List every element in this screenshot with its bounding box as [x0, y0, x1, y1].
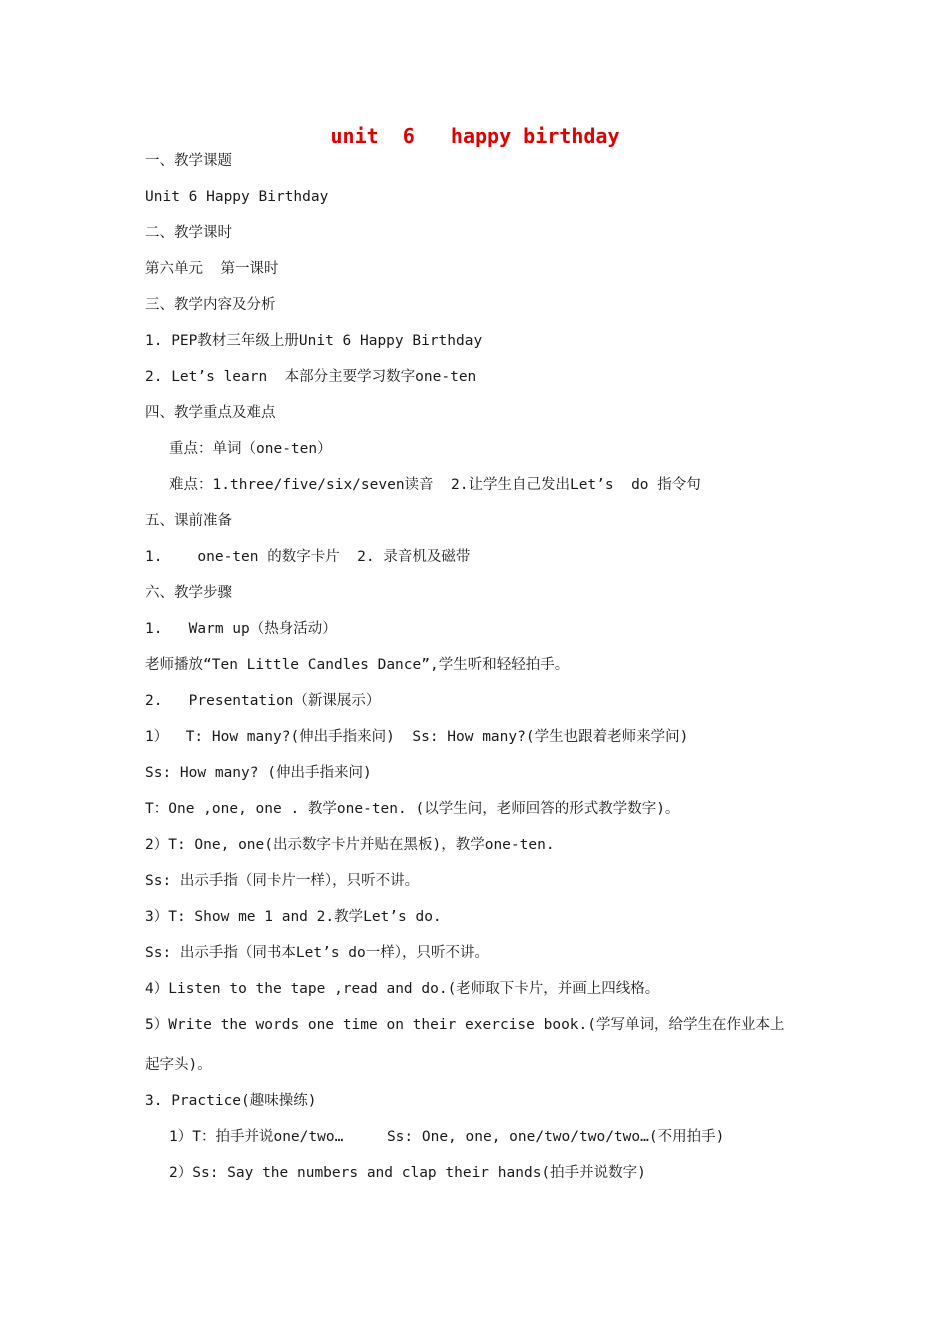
section-heading-6: 六、教学步骤 — [145, 585, 232, 601]
section-heading-1: 一、教学课题 — [145, 153, 232, 169]
paragraph: 1. Warm up（热身活动） — [145, 621, 337, 637]
section-heading-5: 五、课前准备 — [145, 513, 232, 529]
paragraph: 4）Listen to the tape ,read and do.(老师取下卡片，并画上四线格。 — [145, 981, 660, 997]
paragraph: 2）Ss: Say the numbers and clap their hands(拍手并说数字) — [169, 1165, 646, 1181]
section-heading-2: 二、教学课时 — [145, 225, 232, 241]
paragraph: 难点：1.three/five/six/seven读音 2.让学生自己发出Let’s do 指令句 — [169, 477, 701, 493]
document-title: unit 6 happy birthday — [330, 124, 620, 148]
paragraph: 起字头)。 — [145, 1057, 212, 1073]
paragraph: Ss: 出示手指（同卡片一样），只听不讲。 — [145, 873, 420, 889]
paragraph: 5）Write the words one time on their exercise book.(学写单词，给学生在作业本上 — [145, 1017, 785, 1033]
paragraph: 重点：单词（one-ten） — [169, 441, 332, 457]
section-heading-3: 三、教学内容及分析 — [145, 297, 276, 313]
paragraph: 2）T: One, one(出示数字卡片并贴在黑板)，教学one-ten. — [145, 837, 555, 853]
paragraph: Unit 6 Happy Birthday — [145, 189, 329, 205]
section-heading-4: 四、教学重点及难点 — [145, 405, 276, 421]
paragraph: 3. Practice(趣味操练) — [145, 1093, 317, 1109]
paragraph: 1）T：拍手并说one/two… Ss: One, one, one/two/two/two…(不用拍手) — [169, 1129, 725, 1145]
paragraph: Ss: 出示手指（同书本Let’s do一样），只听不讲。 — [145, 945, 490, 961]
paragraph: 老师播放“Ten Little Candles Dance”,学生听和轻轻拍手。 — [145, 657, 570, 673]
paragraph: 1. PEP教材三年级上册Unit 6 Happy Birthday — [145, 333, 483, 349]
paragraph: 2. Presentation（新课展示） — [145, 693, 381, 709]
paragraph: 3）T: Show me 1 and 2.教学Let’s do. — [145, 909, 442, 925]
paragraph: 2. Let’s learn 本部分主要学习数字one-ten — [145, 369, 477, 385]
paragraph: 第六单元 第一课时 — [145, 261, 279, 277]
paragraph: 1. one-ten 的数字卡片 2. 录音机及磁带 — [145, 549, 471, 565]
paragraph: Ss: How many? (伸出手指来问) — [145, 765, 372, 781]
paragraph: T：One ,one, one . 教学one-ten. (以学生问，老师回答的形式教学数字)。 — [145, 801, 680, 817]
paragraph: 1） T: How many?(伸出手指来问) Ss: How many?(学生也跟着老师来学问) — [145, 729, 689, 745]
